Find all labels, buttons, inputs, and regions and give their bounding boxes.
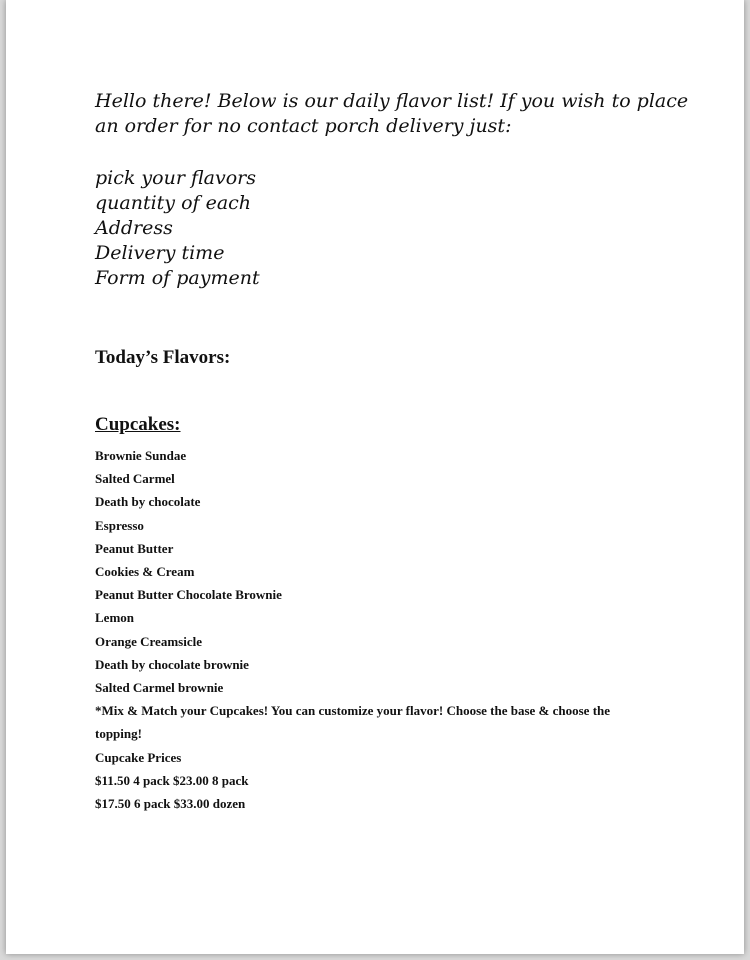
flavor-item: Lemon (95, 610, 134, 626)
intro-text: Hello there! Below is our daily flavor list! If you wish to place an order for no contact porch delivery just: (95, 90, 689, 137)
order-step: Delivery time (95, 242, 225, 264)
flavor-item: Espresso (95, 517, 144, 533)
mix-match-note: *Mix & Match your Cupcakes! You can customize your flavor! Choose the base & choose the topping! (95, 703, 611, 742)
flavor-item: Brownie Sundae (95, 448, 187, 463)
price-line: $11.50 4 pack $23.00 8 pack (95, 772, 249, 788)
flavor-item: Death by chocolate brownie (95, 656, 249, 672)
todays-flavors-heading: Today’s Flavors: (95, 347, 231, 368)
order-step: pick your flavors (95, 167, 256, 189)
flavor-item: Death by chocolate (95, 494, 201, 510)
cupcake-flavor-list (95, 444, 655, 815)
flavor-item: Salted Carmel brownie (95, 680, 224, 696)
flavor-item: Peanut Butter Chocolate Brownie (95, 587, 282, 603)
document-page (6, 0, 744, 954)
cupcakes-title: Cupcakes: (95, 414, 181, 435)
flavor-item: Cookies & Cream (95, 564, 195, 580)
order-step: quantity of each (95, 192, 252, 214)
price-line: $17.50 6 pack $33.00 dozen (95, 796, 246, 812)
flavor-item: Orange Creamsicle (95, 633, 202, 649)
order-steps-list (95, 166, 260, 291)
flavor-item: Salted Carmel (95, 471, 175, 487)
order-step: Form of payment (95, 267, 260, 289)
cupcake-prices-label: Cupcake Prices (95, 749, 182, 765)
order-step: Address (95, 217, 173, 239)
flavor-item: Peanut Butter (95, 540, 174, 556)
